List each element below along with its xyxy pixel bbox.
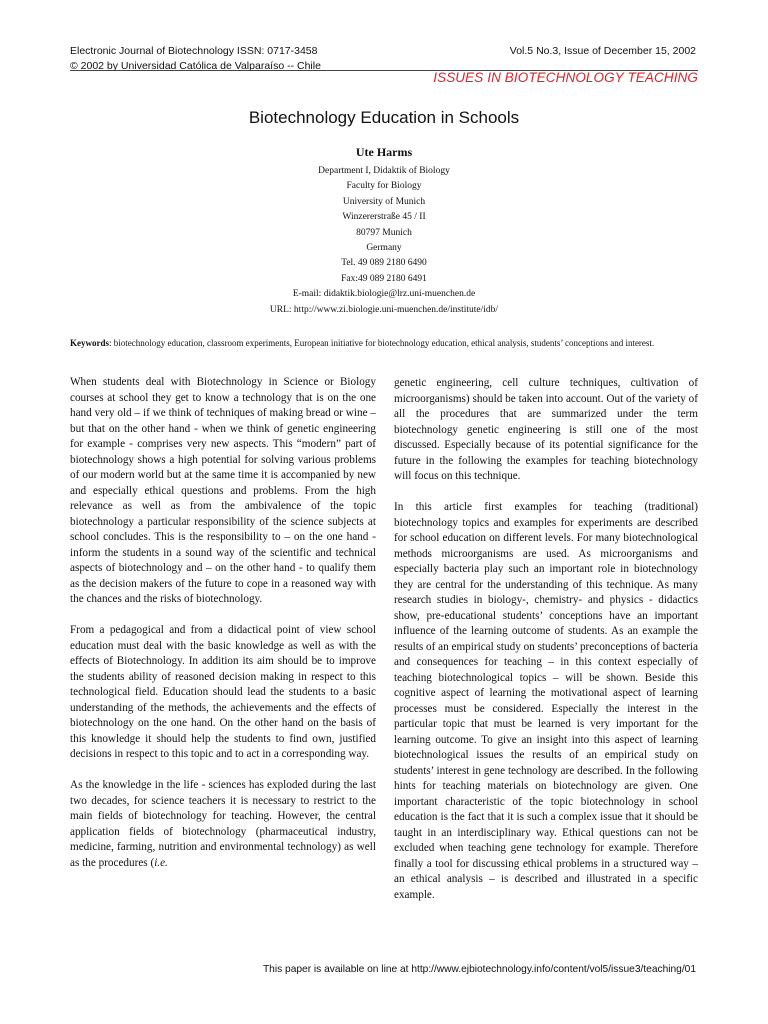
italic-abbrev: i.e. (154, 856, 168, 869)
body-paragraph: genetic engineering, cell culture techniques, cultivation of microorganisms) should be taken into account. Out of the variety of all the procedures that are summarized under the term biotechnology genetic engineering is still one of the most discussed. Especially because of its potential significance for the future in the following the examples for teaching biotechnology will focus on this technique. (394, 377, 698, 482)
paragraph-text: As the knowledge in the life - sciences has exploded during the last two decades, for science teachers it is necessary to restrict to the main fields of biotechnology for teaching. However, the central application fields of biotechnology (pharmaceutical industry, medicine, farming, nutrition and environmental technology) as well as the procedures ( (70, 779, 376, 869)
keywords-label: Keywords (70, 338, 109, 348)
keywords-text: : biotechnology education, classroom experiments, European initiative for biotechnology education, ethical analysis, students’ conceptions and interest. (109, 338, 655, 348)
phone-line: Tel. 49 089 2180 6490 (341, 258, 427, 269)
author-affiliation (0, 164, 768, 318)
body-paragraph: From a pedagogical and from a didactical point of view school education must deal with the basic knowledge as well as with the effects of Biotechnology. In addition its aim should be to improve the students ability of reasoned decision making in respect to this technological field. Education should lead the students to a basic understanding of the methods, the achievements and the effects of biotechnology on the one hand. On the other hand on the basis of this knowledge it should help the students to find own, justified decisions in respect to this topic and to act in a corresponding way. (70, 624, 376, 760)
affiliation-line: 80797 Munich (356, 227, 412, 238)
section-label: ISSUES IN BIOTECHNOLOGY TEACHING (433, 70, 698, 85)
issue-info: Vol.5 No.3, Issue of December 15, 2002 (509, 45, 696, 57)
affiliation-line: Faculty for Biology (346, 181, 422, 192)
footer-availability: This paper is available on line at http://www.ejbiotechnology.info/content/vol5/issue3/teaching/01 (262, 964, 696, 975)
fax-line: Fax:49 089 2180 6491 (341, 273, 427, 284)
article-title: Biotechnology Education in Schools (248, 108, 520, 127)
body-paragraph: When students deal with Biotechnology in Science or Biology courses at school they get to know a technology that is on the one hand very old – if we think of techniques of making bread or wine – but that on the other hand - when we think of genetic engineering for example - comprises very new aspects. This “modern” part of biotechnology shows a high potential for solving various problems of our modern world but at the same time it is accompanied by new and especially ethical questions and problems. From the high relevance as well as from the ambivalence of the topic biotechnology a particular responsibility of the science subjects at school concludes. This is the responsibility to – on the one hand - inform the students in a sound way of the scientific and technical aspects of biotechnology and – on the other hand - to qualify them as the decision makers of the future to cope in a reasoned way with the chances and the risks of biotechnology. (70, 376, 376, 605)
body-column-right (394, 376, 698, 919)
affiliation-line: Germany (366, 243, 402, 254)
copyright-line: © 2002 by Universidad Católica de Valparaíso -- Chile (70, 60, 321, 72)
journal-name: Electronic Journal of Biotechnology ISSN: 0717-3458 (70, 45, 318, 57)
url-link[interactable]: URL: http://www.zi.biologie.uni-muenchen.de/institute/idb/ (269, 304, 499, 315)
author-name: Ute Harms (355, 145, 413, 159)
body-paragraph (70, 778, 376, 871)
affiliation-line: Department I, Didaktik of Biology (318, 166, 450, 176)
keywords (70, 337, 698, 350)
body-paragraph: In this article first examples for teaching (traditional) biotechnology topics and examples for experiments are described for school education on different levels. For many biotechnological methods microorganisms are used. As microorganisms and especially bacteria play such an important role in biotechnology they are central for the understanding of this technique. As many research studies in biology-, chemistry- and physics - didactics show, pre-educational students’ conceptions have an important influence of the learning outcome of students. As an example the results of an empirical study on students’ preconceptions of bacteria and consequences for teaching – in this context especially of teaching biotechnological topics – will be shown. Beside this cognitive aspect of learning the motivational aspect of learning processes must be considered. Especially the interest in the particular topic that must be learned is very important for the learning outcome. To give an insight into this aspect of learning biotechnological issues the results of an empirical study on students’ interest in gene technology are described. In the following hints for teaching materials on biotechnology are given. One important characteristic of the topic biotechnology in school education is the fact that it is such a complex issue that it should be taught in an interdisciplinary way. Ethical questions can not be excluded when teaching gene technology for example. Therefore finally a tool for discussing ethical problems in a structured way – an ethical analysis – is described and illustrated in a specific example. (394, 501, 698, 901)
body-column-left (70, 375, 376, 887)
affiliation-line: Winzererstraße 45 / II (342, 212, 426, 223)
email-link[interactable]: E-mail: didaktik.biologie@lrz.uni-muenchen.de (292, 289, 476, 300)
affiliation-line: University of Munich (342, 196, 426, 207)
